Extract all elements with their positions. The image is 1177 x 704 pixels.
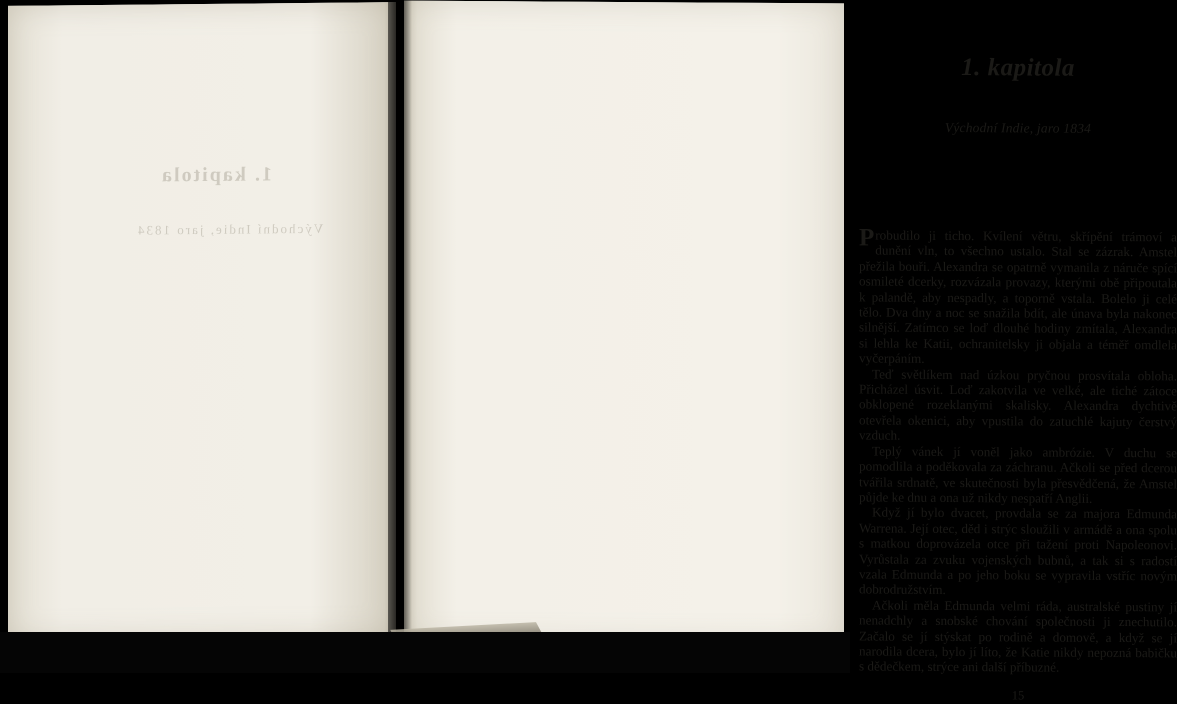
body-text (859, 224, 1177, 676)
paragraph-text: Teplý vánek jí voněl jako ambrózie. V duchu se pomodlila a poděkovala za záchranu. Ačkoli se před dcerou tvářila srdnatě, ve skutečnosti byla přesvědčená, že Amstel půjde ke dnu a ona už nikdy nespatří Anglii. (859, 443, 1177, 506)
paragraph (859, 366, 1177, 445)
show-through-subtitle: Východní Indie, jaro 1834 (136, 220, 324, 238)
background-surface (0, 632, 850, 673)
book-gutter (388, 0, 412, 645)
paragraph (859, 597, 1177, 676)
paragraph (859, 224, 1177, 368)
drop-cap: P (859, 224, 875, 252)
left-page (8, 2, 396, 640)
paragraph (859, 505, 1177, 599)
paragraph-text: Teď světlíkem nad úzkou pryčnou prosvítala obloha. Přicházel úsvit. Loď zakotvila ve velké, ale tiché zátoce obklopené rozeklanými skalisky. Alexandra dychtivě otevřela okenici, aby vpustila do zatuchlé kajuty čerstvý vzduch. (859, 366, 1177, 443)
chapter-subtitle: Východní Indie, jaro 1834 (944, 119, 1092, 136)
right-page (404, 1, 1177, 703)
paragraph-text: Ačkoli měla Edmunda velmi ráda, australské pustiny jí nenadchly a snobské chování společnosti ji znechutilo. Začalo se jí stýskat po rodině a domově, a když se jí narodila dcera, bylo jí líto, že Katie nikdy nepozná babičku s dědečkem, strýce ani další příbuzné. (859, 597, 1177, 676)
page-text-block (859, 33, 1177, 704)
page-number: 15 (1011, 688, 1025, 703)
show-through-title: 1. kapitola (160, 163, 273, 187)
paragraph (859, 443, 1177, 507)
paragraph-text: robudilo ji ticho. Kvílení větru, skřípění trámoví a dunění vln, to všechno ustalo. Stal se zázrak. Amstel přežila bouři. Alexandra se opatrně vymanila z náruče spící osmileté dcerky, rozvázala provazy, kterými obě připoutala k palandě, aby nespadly, a toporně vstala. Bolelo ji celé tělo. Dva dny a noc se snažila bdít, ale únava byla nakonec silnější. Zatímco se loď dlouhé hodiny zmítala, Alexandra si lehla ke Katii, ochranitelsky ji objala a téměř omdlela vyčerpáním. (859, 227, 1177, 367)
chapter-title: 1. kapitola (961, 54, 1075, 82)
paragraph-text: Když jí bylo dvacet, provdala se za majora Edmunda Warrena. Její otec, děd i strýc sloužili v armádě a ona spolu s matkou doprovázela otce při tažení proti Napoleonovi. Vyrůstala za zvuku vojenských bubnů, a tak si s radostí vzala Edmunda a po jeho boku se vypravila vstříc novým dobrodružstvím. (859, 504, 1177, 598)
